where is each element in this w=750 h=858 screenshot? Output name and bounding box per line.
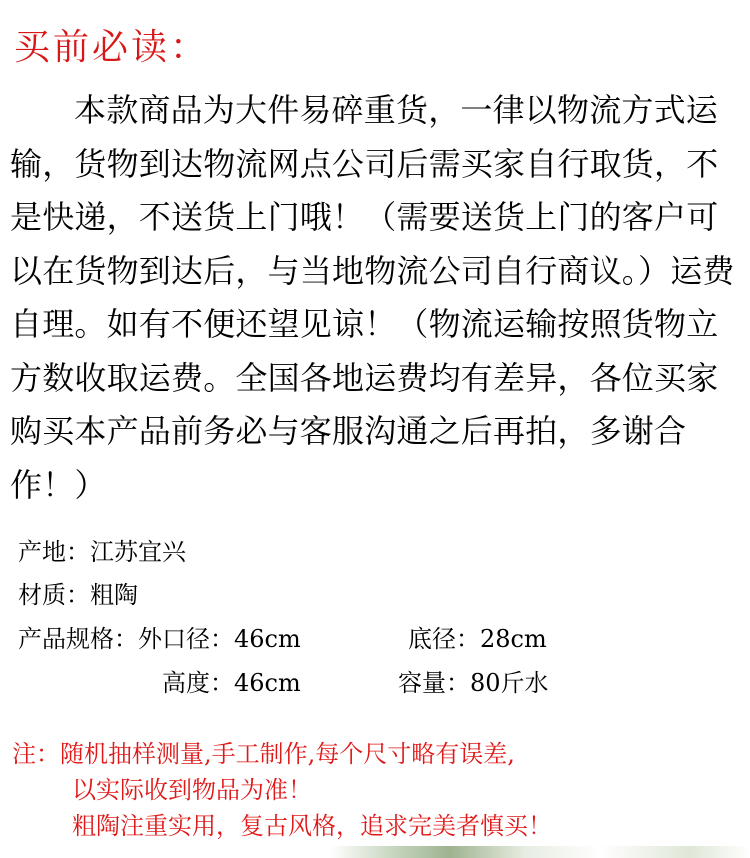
spec-outer-label: 外口径：: [138, 625, 234, 653]
spec-material-row: [18, 577, 138, 613]
spec-size-label: 产品规格：: [18, 625, 138, 653]
spec-material-label: 材质：: [18, 581, 90, 609]
spec-size-row: [18, 621, 301, 657]
spec-origin-row: [18, 534, 186, 570]
spec-height-value: 46cm: [234, 669, 301, 697]
note-line-3: 粗陶注重实用，复古风格，追求完美者慎买！: [72, 812, 552, 840]
measurement-note: [12, 736, 552, 844]
spec-capacity-label: 容量：: [398, 669, 470, 697]
spec-bottom-label: 底径：: [408, 625, 480, 653]
spec-capacity-row: [398, 665, 549, 701]
spec-capacity-value: 80斤水: [470, 669, 549, 697]
note-line-1: 注：随机抽样测量,手工制作,每个尺寸略有误差,: [12, 740, 515, 768]
spec-origin-value: 江苏宜兴: [90, 538, 186, 566]
spec-material-value: 粗陶: [90, 581, 138, 609]
spec-bottom-row: [408, 621, 547, 657]
page-title: 买前必读：: [14, 27, 210, 68]
spec-bottom-value: 28cm: [480, 625, 547, 653]
product-photo-edge: [0, 846, 750, 858]
spec-origin-label: 产地：: [18, 538, 90, 566]
spec-outer-value: 46cm: [234, 625, 301, 653]
note-line-2: 以实际收到物品为准！: [72, 776, 312, 804]
shipping-notice-text: 本款商品为大件易碎重货，一律以物流方式运输，货物到达物流网点公司后需买家自行取货，不是快递，不送货上门哦！（需要送货上门的客户可以在货物到达后，与当地物流公司自行商议。）运费自理。如有不便还望见谅！（物流运输按照货物立方数收取运费。全国各地运费均有差异，各位买家购买本产品前务必与客服沟通之后再拍，多谢合作！）: [10, 91, 735, 504]
shipping-notice: [10, 84, 746, 512]
spec-height-row: [162, 665, 301, 701]
spec-height-label: 高度：: [162, 669, 234, 697]
